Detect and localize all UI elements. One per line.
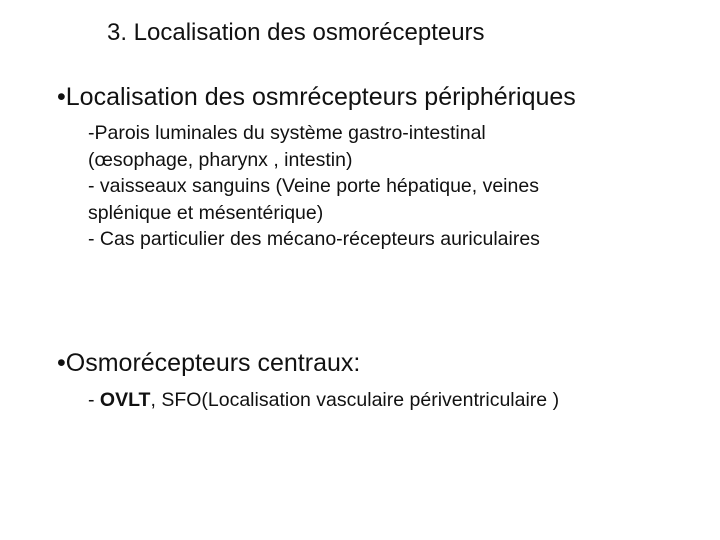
bullet-peripheral [57,81,576,113]
detail-rest: , SFO(Localisation vasculaire périventriculaire ) [150,389,560,411]
detail-line-central [88,387,559,414]
detail-line: - Cas particulier des mécano-récepteurs auriculaires [88,228,540,250]
central-details [88,387,559,414]
detail-line: - vaisseaux sanguins (Veine porte hépatique, veines [88,175,539,197]
bullet-heading-peripheral: Localisation des osmrécepteurs périphériques [65,83,576,111]
detail-line: (œsophage, pharynx , intestin) [88,148,353,171]
bullet-marker: • [57,349,66,377]
bullet-heading-central: Osmorécepteurs centraux: [65,349,361,377]
detail-line: -Parois luminales du système gastro-intestinal [88,122,486,144]
detail-prefix: - [88,389,100,411]
slide-title: 3. Localisation des osmorécepteurs [107,19,485,46]
detail-line: splénique et mésentérique) [88,201,324,224]
bullet-marker: • [57,83,66,111]
ovlt-term: OVLT [99,389,151,411]
bullet-central [57,347,360,379]
peripheral-details [88,120,540,253]
